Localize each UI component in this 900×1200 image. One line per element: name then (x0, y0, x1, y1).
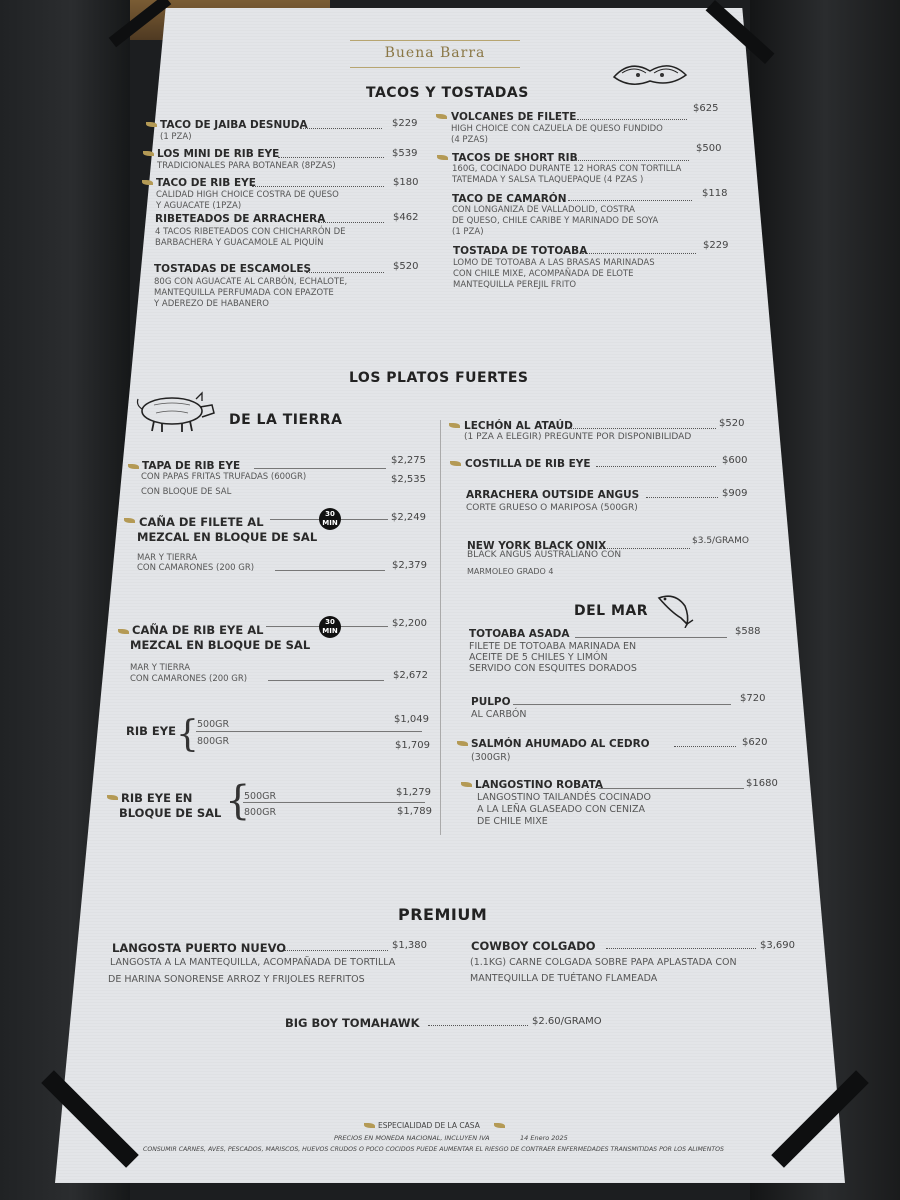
item-name: CAÑA DE FILETE AL (139, 515, 264, 529)
item-price: $909 (722, 488, 748, 499)
item-price: $3,690 (760, 940, 795, 951)
item-desc: A LA LEÑA GLASEADO CON CENIZA (477, 804, 645, 815)
specialty-leaf-icon (143, 151, 155, 157)
item-price: $2,672 (393, 670, 428, 681)
item-desc: (1 PZA) (160, 132, 192, 142)
item-price: $2,379 (392, 560, 427, 571)
item-desc: MANTEQUILLA DE TUÉTANO FLAMEADA (470, 973, 658, 984)
item-price: $539 (392, 148, 418, 159)
specialty-leaf-icon (364, 1123, 376, 1129)
item-desc: Y ADEREZO DE HABANERO (154, 299, 269, 309)
item-desc: LANGOSTINO TAILANDÉS COCINADO (477, 792, 651, 803)
specialty-leaf-icon (142, 180, 154, 186)
item-name: CAÑA DE RIB EYE AL (132, 623, 264, 637)
item-desc: BLACK ANGUS AUSTRALIANO CON (467, 550, 622, 560)
column-divider (440, 420, 441, 835)
time-badge: 30 MIN (319, 508, 341, 530)
item-price: $2,249 (391, 512, 426, 523)
item-price: $625 (693, 103, 719, 114)
item-price: $1,709 (395, 740, 430, 751)
item-desc: ACEITE DE 5 CHILES Y LIMÓN (469, 652, 608, 663)
item-desc: MAR Y TIERRA (137, 553, 198, 563)
item-desc: 4 TACOS RIBETEADOS CON CHICHARRÓN DE (155, 227, 346, 237)
item-price: $1,789 (397, 806, 432, 817)
item-name: TACOS DE SHORT RIB (452, 152, 578, 164)
item-price: $720 (740, 693, 766, 704)
item-option: 800GR (197, 736, 230, 747)
item-price: $520 (719, 418, 745, 429)
item-desc: CORTE GRUESO O MARIPOSA (500GR) (466, 503, 638, 513)
item-desc: (1 PZA) (452, 227, 484, 237)
item-name: RIBETEADOS DE ARRACHERA (155, 213, 326, 225)
item-desc: CON CAMARONES (200 GR) (137, 563, 255, 573)
item-price: $500 (696, 143, 722, 154)
item-name: COSTILLA DE RIB EYE (465, 458, 591, 470)
item-desc: 160G, COCINADO DURANTE 12 HORAS CON TORTILLA (452, 164, 682, 174)
item-name: TOTOABA ASADA (469, 628, 570, 640)
specialty-leaf-icon (128, 464, 140, 470)
item-price: $462 (393, 212, 419, 223)
item-price: $588 (735, 626, 761, 637)
item-desc: MANTEQUILLA PEREJIL FRITO (453, 280, 577, 290)
item-name: MEZCAL EN BLOQUE DE SAL (137, 530, 318, 544)
item-price: $2,535 (391, 474, 426, 485)
item-name: TACO DE JAIBA DESNUDA (160, 119, 308, 131)
item-desc: TATEMADA Y SALSA TLAQUEPAQUE (4 PZAS ) (452, 175, 644, 185)
item-name: NEW YORK BLACK ONIX (467, 540, 607, 552)
specialty-leaf-icon (437, 155, 449, 161)
specialty-leaf-icon (457, 741, 469, 747)
menu-date: 14 Enero 2025 (520, 1134, 568, 1142)
item-desc: CALIDAD HIGH CHOICE COSTRA DE QUESO (156, 190, 339, 200)
item-price: $3.5/GRAMO (692, 536, 749, 546)
item-name: TAPA DE RIB EYE (142, 460, 241, 472)
item-option: 800GR (244, 807, 277, 818)
item-desc: (300GR) (471, 752, 511, 763)
item-desc: MARMOLEO GRADO 4 (467, 567, 554, 576)
taco-illustration (610, 55, 690, 89)
item-price: $520 (393, 261, 419, 272)
item-desc: (1.1KG) CARNE COLGADA SOBRE PAPA APLASTADA CON (470, 957, 737, 968)
item-desc: 80G CON AGUACATE AL CARBÓN, ECHALOTE, (154, 277, 348, 287)
item-desc: (4 PZAS) (451, 135, 488, 145)
item-price: $229 (392, 118, 418, 129)
specialty-note: ESPECIALIDAD DE LA CASA (378, 1121, 480, 1130)
item-desc: FILETE DE TOTOABA MARINADA EN (469, 641, 637, 652)
item-desc: MANTEQUILLA PERFUMADA CON EPAZOTE (154, 288, 334, 298)
item-name: SALMÓN AHUMADO AL CEDRO (471, 738, 650, 750)
item-price: $1,049 (394, 714, 429, 725)
item-desc: DE HARINA SONORENSE ARROZ Y FRIJOLES REFRITOS (108, 974, 365, 985)
item-price: $2,275 (391, 455, 426, 466)
item-desc: Y AGUACATE (1PZA) (156, 201, 242, 211)
brand-logo: Buena Barra (350, 40, 520, 68)
item-name: RIB EYE EN (121, 791, 193, 805)
item-name: BIG BOY TOMAHAWK (285, 1016, 420, 1030)
section-title-platos: LOS PLATOS FUERTES (349, 370, 529, 386)
item-name: LANGOSTA PUERTO NUEVO (112, 941, 287, 955)
item-name: TOSTADA DE TOTOABA (453, 245, 588, 257)
item-desc: BARBACHERA Y GUACAMOLE AL PIQUÍN (155, 238, 324, 248)
subsection-title-tierra: DE LA TIERRA (229, 412, 343, 428)
item-name: RIB EYE (126, 724, 176, 738)
time-badge: 30 MIN (319, 616, 341, 638)
specialty-leaf-icon (449, 423, 461, 429)
item-price: $118 (702, 188, 728, 199)
item-desc: CON CHILE MIXE, ACOMPAÑADA DE ELOTE (453, 269, 634, 279)
item-price: $229 (703, 240, 729, 251)
item-desc: HIGH CHOICE CON CAZUELA DE QUESO FUNDIDO (451, 124, 663, 134)
item-desc: CON BLOQUE DE SAL (141, 487, 232, 497)
item-name: COWBOY COLGADO (471, 939, 596, 953)
item-desc: CON LONGANIZA DE VALLADOLID, COSTRA (452, 205, 635, 215)
item-price: $600 (722, 455, 748, 466)
specialty-leaf-icon (436, 114, 448, 120)
item-price: $2.60/GRAMO (532, 1016, 602, 1027)
pig-illustration (132, 387, 218, 435)
item-option: 500GR (244, 791, 277, 802)
subsection-title-mar: DEL MAR (574, 603, 649, 619)
item-name: VOLCANES DE FILETE (451, 111, 577, 123)
section-title-tacos: TACOS Y TOSTADAS (366, 85, 529, 101)
item-name: LOS MINI DE RIB EYE (157, 148, 280, 160)
item-name: LECHÓN AL ATAÚD (464, 420, 573, 432)
item-option: 500GR (197, 719, 230, 730)
item-price: $1,380 (392, 940, 427, 951)
item-desc: AL CARBÓN (471, 709, 527, 720)
item-name: ARRACHERA OUTSIDE ANGUS (466, 489, 640, 501)
specialty-leaf-icon (118, 629, 130, 635)
specialty-leaf-icon (450, 461, 462, 467)
item-name: TACO DE RIB EYE (156, 177, 256, 189)
item-price: $180 (393, 177, 419, 188)
item-desc: MAR Y TIERRA (130, 663, 191, 673)
item-desc: SERVIDO CON ESQUITES DORADOS (469, 663, 637, 674)
item-desc: CON PAPAS FRITAS TRUFADAS (600GR) (141, 472, 307, 482)
item-price: $1680 (746, 778, 778, 789)
item-price: $1,279 (396, 787, 431, 798)
price-note: PRECIOS EN MONEDA NACIONAL, INCLUYEN IVA (334, 1134, 490, 1142)
item-desc: DE CHILE MIXE (477, 816, 548, 827)
item-name: LANGOSTINO ROBATA (475, 779, 603, 791)
item-name: TACO DE CAMARÓN (452, 193, 567, 205)
item-price: $620 (742, 737, 768, 748)
item-name: BLOQUE DE SAL (119, 806, 222, 820)
specialty-leaf-icon (461, 782, 473, 788)
item-desc: LANGOSTA A LA MANTEQUILLA, ACOMPAÑADA DE TORTILLA (110, 957, 396, 968)
brace: { (176, 714, 199, 755)
item-desc: CON CAMARONES (200 GR) (130, 674, 248, 684)
item-desc: DE QUESO, CHILE CARIBE Y MARINADO DE SOYA (452, 216, 659, 226)
health-warning: CONSUMIR CARNES, AVES, PESCADOS, MARISCOS, HUEVOS CRUDOS O POCO COCIDOS PUEDE AUMENTAR EL RIESGO DE CONTRAER ENFERMEDADES TRANSMITIDAS POR LOS ALIMENTOS (143, 1146, 724, 1153)
specialty-leaf-icon (494, 1123, 506, 1129)
item-desc: (1 PZA A ELEGIR) PREGUNTE POR DISPONIBILIDAD (464, 432, 692, 442)
fish-illustration (655, 590, 695, 628)
item-name: PULPO (471, 696, 511, 708)
item-price: $2,200 (392, 618, 427, 629)
specialty-leaf-icon (146, 122, 158, 128)
item-desc: TRADICIONALES PARA BOTANEAR (8PZAS) (157, 161, 336, 171)
item-name: MEZCAL EN BLOQUE DE SAL (130, 638, 311, 652)
specialty-leaf-icon (107, 795, 119, 801)
specialty-leaf-icon (124, 518, 136, 524)
section-title-premium: PREMIUM (398, 905, 488, 924)
item-name: TOSTADAS DE ESCAMOLES (154, 263, 312, 275)
brace: { (225, 778, 251, 824)
item-desc: LOMO DE TOTOABA A LAS BRASAS MARINADAS (453, 258, 655, 268)
